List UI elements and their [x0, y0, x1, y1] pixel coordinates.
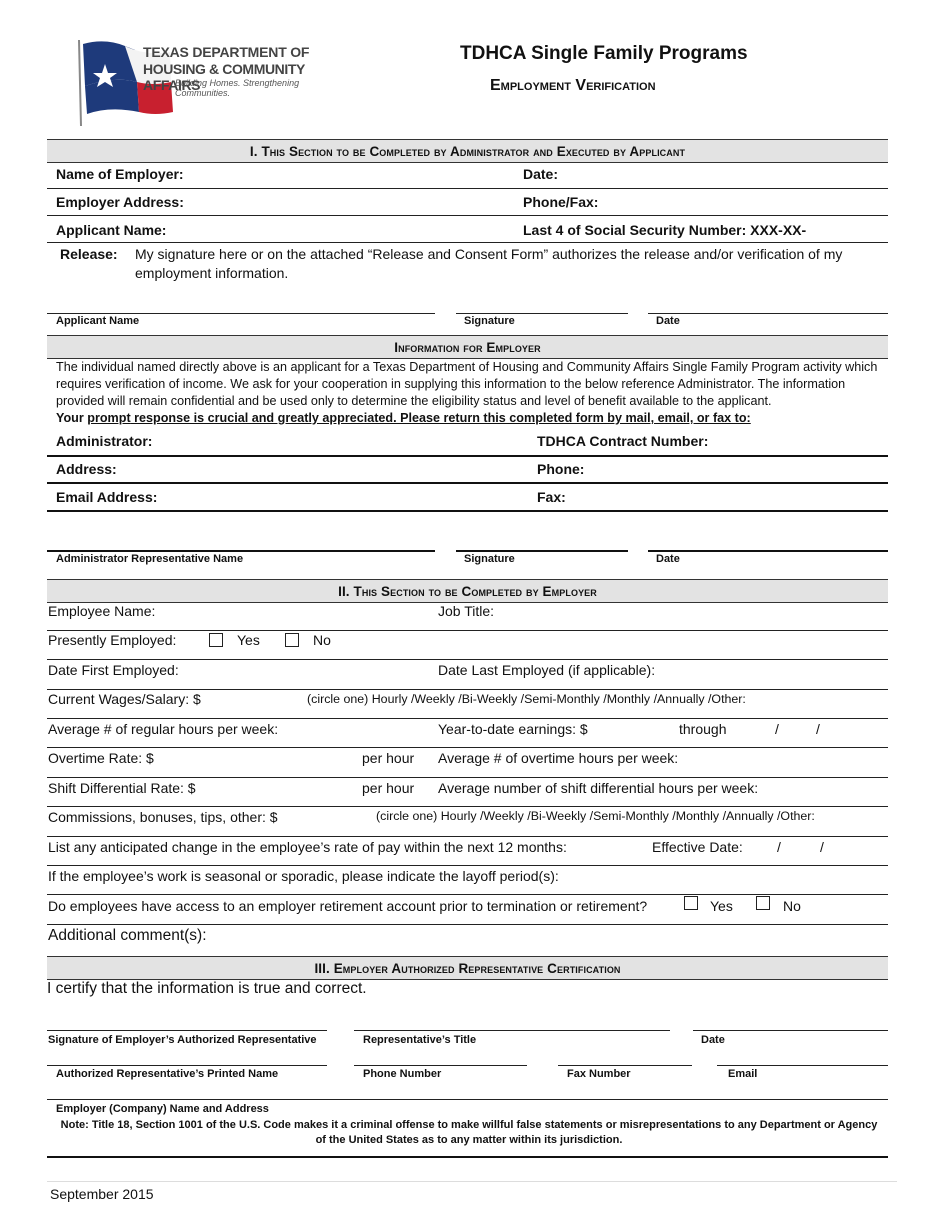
rep-signature-line [47, 1030, 327, 1031]
divider [47, 188, 888, 189]
divider [47, 455, 888, 457]
retirement-no-checkbox[interactable] [756, 896, 770, 910]
certify-statement: I certify that the information is true and correct. [47, 980, 367, 997]
effective-date-label: Effective Date: [652, 839, 743, 855]
date-line [648, 550, 888, 552]
page-subtitle: Employment Verification [490, 77, 656, 94]
date-slash: / [816, 721, 820, 737]
printed-name-line [47, 1065, 327, 1066]
sig-rep-label: Signature of Employer’s Authorized Representative [48, 1034, 317, 1046]
bottom-rule [47, 1156, 888, 1158]
divider [47, 659, 888, 660]
divider [47, 630, 888, 631]
applicant-name-line [47, 313, 435, 314]
divider [47, 510, 888, 512]
section1-header [47, 139, 888, 163]
additional-comments-label: Additional comment(s): [48, 927, 207, 944]
date-slash: / [777, 839, 781, 855]
date-label: Date: [523, 166, 559, 182]
logo-line1: TEXAS DEPARTMENT OF [143, 44, 310, 60]
notice-prompt: prompt [87, 411, 131, 425]
date-line [648, 313, 888, 314]
per-hour-label: per hour [362, 750, 415, 766]
email-line [717, 1065, 888, 1066]
notice-rest: response is crucial and greatly appreciated. Please return this completed form by mail, email, or fax to: [130, 411, 751, 425]
phone-label: Phone: [537, 461, 585, 477]
section1-title: I. This Section to be Completed by Administrator and Executed by Applicant [249, 143, 686, 159]
through-label: through [679, 721, 727, 737]
per-hour-label: per hour [362, 780, 415, 796]
sig-signature-label: Signature [464, 315, 515, 327]
email-address-label: Email Address: [56, 489, 158, 505]
phone-number-label: Phone Number [363, 1068, 442, 1080]
yes-label: Yes [710, 898, 733, 914]
current-wages-label: Current Wages/Salary: $ [48, 691, 201, 707]
avg-shift-hours-label: Average number of shift differential hours per week: [438, 780, 759, 796]
logo-line2: HOUSING & COMMUNITY AFFAIRS [143, 61, 305, 93]
date-label: Date [701, 1034, 725, 1046]
shift-differential-rate-label: Shift Differential Rate: $ [48, 780, 196, 796]
job-title-label: Job Title: [438, 603, 495, 619]
employer-info-paragraph: The individual named directly above is an applicant for a Texas Department of Housing and Community Affairs Single Family Program activity which requires verification of income. We ask for your cooperation in supplying this information to the below reference Administrator. The information provided will remain confidential and be used only to determine the eligibility status and level of benefit available to the applicant. [56, 360, 878, 408]
employer-name-address-label: Employer (Company) Name and Address [56, 1103, 269, 1115]
tdhca-logo [75, 36, 345, 128]
date-line [693, 1030, 888, 1031]
release-text: My signature here or on the attached “Release and Consent Form” authorizes the release and/or verification of my employment information. [135, 246, 843, 281]
release-label: Release: [60, 246, 118, 262]
rep-title-line [354, 1030, 670, 1031]
divider [47, 747, 888, 748]
return-notice [56, 410, 886, 427]
administrator-label: Administrator: [56, 433, 153, 449]
avg-regular-hours-label: Average # of regular hours per week: [48, 721, 279, 737]
page-title: TDHCA Single Family Programs [460, 43, 748, 64]
section2-header [47, 579, 888, 603]
fax-number-label: Fax Number [567, 1068, 631, 1080]
retirement-yes-checkbox[interactable] [684, 896, 698, 910]
divider [47, 689, 888, 690]
phone-number-line [354, 1065, 527, 1066]
applicant-name-label: Applicant Name: [56, 222, 167, 238]
commissions-label: Commissions, bonuses, tips, other: $ [48, 809, 278, 825]
section3-title: III. Employer Authorized Representative Certification [314, 960, 621, 976]
footer-date: September 2015 [50, 1186, 154, 1202]
logo-tagline: Building Homes. Strengthening Communities. [175, 78, 300, 98]
avg-overtime-hours-label: Average # of overtime hours per week: [438, 750, 679, 766]
ytd-earnings-label: Year-to-date earnings: $ [438, 721, 588, 737]
employee-name-label: Employee Name: [48, 603, 156, 619]
sig-admin-rep-label: Administrator Representative Name [56, 553, 244, 565]
no-label: No [783, 898, 801, 914]
signature-line [456, 313, 628, 314]
section3-header [47, 956, 888, 980]
date-first-employed-label: Date First Employed: [48, 662, 179, 678]
sig-date-label: Date [656, 315, 680, 327]
section2-title: II. This Section to be Completed by Employer [338, 583, 597, 599]
presently-employed-no-checkbox[interactable] [285, 633, 299, 647]
pay-change-label: List any anticipated change in the employee’s rate of pay within the next 12 months: [48, 839, 567, 855]
date-slash: / [775, 721, 779, 737]
address-label: Address: [56, 461, 117, 477]
no-label: No [313, 632, 331, 648]
signature-line [456, 550, 628, 552]
presently-employed-yes-checkbox[interactable] [209, 633, 223, 647]
yes-label: Yes [237, 632, 260, 648]
contract-number-label: TDHCA Contract Number: [537, 433, 709, 449]
sig-date-label: Date [656, 553, 680, 565]
ssn-label: Last 4 of Social Security Number: XXX-XX- [523, 222, 807, 238]
employer-name-line [47, 1099, 888, 1100]
date-slash: / [820, 839, 824, 855]
retirement-access-label: Do employees have access to an employer retirement account prior to termination or retirement? [48, 898, 648, 914]
overtime-rate-label: Overtime Rate: $ [48, 750, 154, 766]
legal-note: Note: Title 18, Section 1001 of the U.S. Code makes it a criminal offense to make willful false statements or misrepresentations to any Department or Agency of the United States as to any matter within its jurisdiction. [60, 1119, 878, 1146]
divider [47, 924, 888, 925]
divider [47, 242, 888, 243]
divider [47, 718, 888, 719]
commission-frequency-options: (circle one) Hourly /Weekly /Bi-Weekly /Semi-Monthly /Monthly /Annually /Other: [376, 809, 815, 823]
date-last-employed-label: Date Last Employed (if applicable): [438, 662, 656, 678]
sig-applicant-name-label: Applicant Name [56, 315, 140, 327]
admin-rep-name-line [47, 550, 435, 552]
sig-signature-label: Signature [464, 553, 515, 565]
divider [47, 215, 888, 216]
printed-name-label: Authorized Representative’s Printed Name [56, 1068, 279, 1080]
divider [47, 777, 888, 778]
rep-title-label: Representative’s Title [363, 1034, 477, 1046]
fax-number-line [558, 1065, 692, 1066]
presently-employed-label: Presently Employed: [48, 632, 177, 648]
divider [47, 482, 888, 484]
footer-rule [47, 1181, 897, 1182]
email-label: Email [728, 1068, 758, 1080]
divider [47, 894, 888, 895]
name-of-employer-label: Name of Employer: [56, 166, 184, 182]
divider [47, 836, 888, 837]
phone-fax-label: Phone/Fax: [523, 194, 599, 210]
fax-label: Fax: [537, 489, 566, 505]
employer-info-title: Information for Employer [394, 339, 541, 355]
notice-your: Your [56, 411, 88, 425]
wage-frequency-options: (circle one) Hourly /Weekly /Bi-Weekly /Semi-Monthly /Monthly /Annually /Other: [307, 692, 746, 706]
divider [47, 806, 888, 807]
employer-info-header [47, 335, 888, 359]
divider [47, 865, 888, 866]
seasonal-layoff-label: If the employee’s work is seasonal or sporadic, please indicate the layoff period(s): [48, 868, 559, 884]
employer-address-label: Employer Address: [56, 194, 184, 210]
